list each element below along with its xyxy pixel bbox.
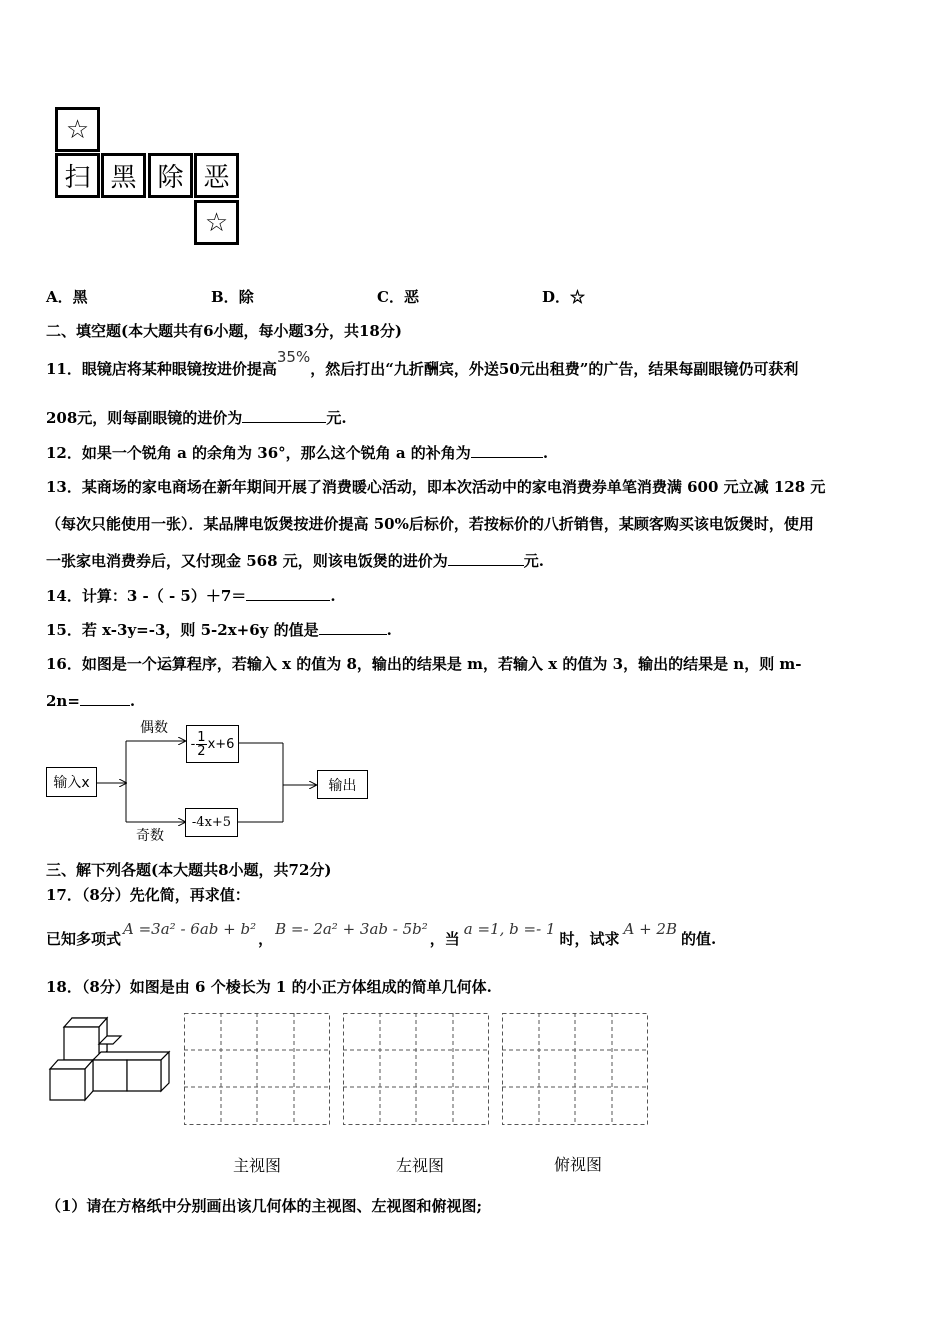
cube-solid-figure [45,1016,175,1106]
q17-title: 17．（8分）先化简，再求值： [46,886,250,904]
q11-line2a: 208元，则每副眼镜的进价为 [46,409,243,427]
q17-expr-b: B =- 2a² + 3ab - 5b² [275,920,428,938]
net-cell-2: 黑 [101,153,146,198]
caption-left-view: 左视图 [396,1156,445,1175]
q15-text: 15．若 x-3y=-3，则 5-2x+6y 的值是 [46,621,319,639]
flow-output-box: 输出 [317,770,368,799]
q17-expr-a: A =3a² - 6ab + b² [123,920,257,938]
flow-even-suffix: x+6 [207,736,235,752]
q16-line2b: . [129,692,136,710]
net-cell-top-star: ☆ [55,107,100,152]
q17-end: 的值. [681,930,717,948]
grid-top-view [502,1013,649,1126]
q18-sub1: （1）请在方格纸中分别画出该几何体的主视图、左视图和俯视图; [46,1197,482,1215]
q17-pre: 已知多项式 [46,930,122,948]
net-cell-4: 恶 [194,153,239,198]
net-cell-bottom-star: ☆ [194,200,239,245]
q17-when: ，当 [429,930,460,948]
q13-line3b: 元. [523,552,544,570]
flow-even-frac-num: 1 [197,729,206,745]
option-a-text: 黑 [72,288,88,306]
q15-end: . [386,621,392,639]
caption-top-view: 俯视图 [554,1155,603,1174]
option-a-letter: A． [46,288,73,306]
flow-even-minus: - [190,736,196,752]
q18-title: 18．（8分）如图是由 6 个棱长为 1 的小正方体组成的简单几何体. [46,978,492,996]
option-b-text: 除 [238,288,254,306]
q17-comma: ， [258,930,274,948]
flow-odd-box: -4x+5 [185,808,238,837]
section2-title: 二、填空题(本大题共有6小题，每小题3分，共18分) [46,322,402,340]
q16-line1: 16．如图是一个运算程序，若输入 x 的值为 8，输出的结果是 m，若输入 x 的值为 3，输出的结果是 n，则 m- [46,655,802,673]
net-cell-1: 扫 [55,153,100,198]
q17-target: A + 2B [623,920,678,938]
grid-left-view [343,1013,490,1126]
q12-end: . [542,444,549,462]
option-b-letter: B． [211,288,239,306]
section3-title: 三、解下列各题(本大题共8小题，共72分) [46,861,332,879]
flow-even-label: 偶数 [140,720,168,736]
grid-front-view [184,1013,331,1126]
q13-line2: （每次只能使用一张）．某品牌电饭煲按进价提高 50%后标价，若按标价的八折销售，某顾客购买该电饭煲时，使用 [46,515,814,533]
flow-even-frac-den: 2 [197,743,206,759]
option-d-letter: D． [542,288,571,306]
flow-even-box [186,725,239,763]
q11-part2: ，然后打出“九折酬宾，外送50元出租费”的广告，结果每副眼镜仍可获利 [310,360,799,378]
q12-text: 12．如果一个锐角 a 的余角为 36°，那么这个锐角 a 的补角为 [46,444,471,462]
q14-end: . [330,587,336,605]
q16-line2a: 2n= [46,692,80,710]
q17-line [46,920,717,949]
q11-percent: 35% [276,348,311,366]
q11-part1: 11．眼镜店将某种眼镜按进价提高 [46,360,277,378]
option-d-text: ☆ [570,288,586,306]
q17-then: 时，试求 [559,930,620,948]
flow-even-fraction [196,731,206,758]
q14-text: 14．计算：3 -（ - 5）＋7＝ [46,587,247,605]
q13-line1: 13．某商场的家电商场在新年期间开展了消费暖心活动，即本次活动中的家电消费券单笔消费满 600 元立减 128 元 [46,478,826,496]
flow-odd-label: 奇数 [136,828,164,844]
q11-line2b: 元. [326,409,347,427]
net-cell-3: 除 [148,153,193,198]
q13-line3a: 一张家电消费券后，又付现金 568 元，则该电饭煲的进价为 [46,552,448,570]
option-c-letter: C． [377,288,404,306]
caption-front-view: 主视图 [233,1156,282,1175]
flow-input-box: 输入x [46,767,97,797]
option-c-text: 恶 [403,288,419,306]
q17-values: a =1, b =- 1 [463,920,556,938]
